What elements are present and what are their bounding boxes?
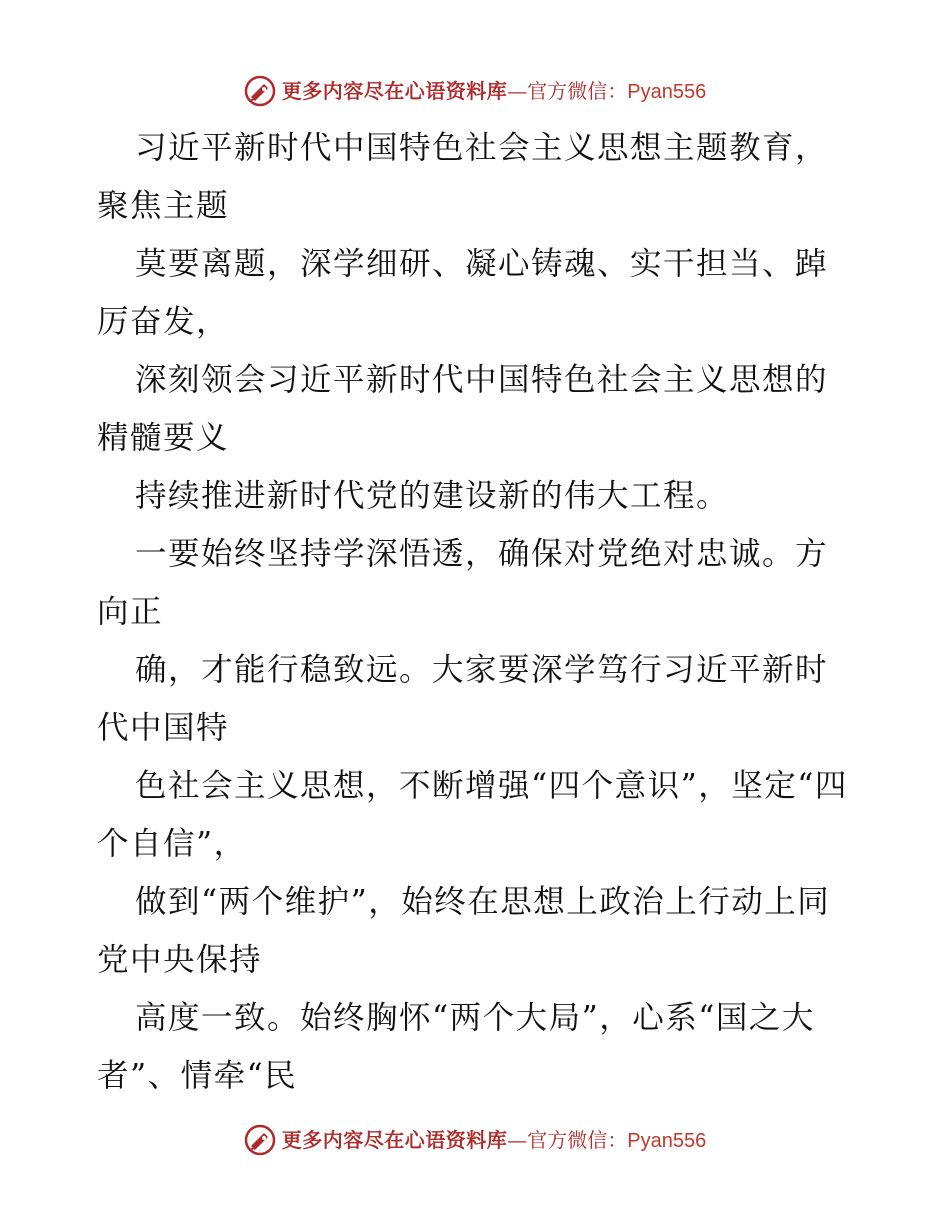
banner-text — [281, 1127, 707, 1152]
banner-main-text: 更多内容尽在心语资料库 — [281, 1127, 508, 1152]
banner-wechat-id: Pyan556 — [627, 1129, 707, 1152]
banner-separator: — — [507, 1127, 528, 1152]
header-banner — [0, 71, 950, 111]
document-body — [97, 119, 857, 1105]
banner-wechat-label: 官方微信： — [527, 78, 628, 103]
paragraph: 习近平新时代中国特色社会主义思想主题教育，聚焦主题 — [97, 130, 829, 224]
paragraph: 高度一致。始终胸怀“两个大局”，心系“国之大者”、情牵“民 — [97, 1000, 815, 1094]
pen-nib-logo-icon — [244, 75, 276, 107]
paragraph: 莫要离题，深学细研、凝心铸魂、实干担当、踔厉奋发， — [97, 246, 829, 340]
pen-nib-logo-icon — [244, 1124, 276, 1156]
paragraph: 深刻领会习近平新时代中国特色社会主义思想的精髓要义 — [97, 362, 829, 456]
paragraph: 确，才能行稳致远。大家要深学笃行习近平新时代中国特 — [97, 652, 829, 746]
banner-separator: — — [507, 78, 528, 103]
paragraph: 一要始终坚持学深悟透，确保对党绝对忠诚。方向正 — [97, 536, 829, 630]
paragraph: 持续推进新时代党的建设新的伟大工程。 — [135, 478, 730, 514]
paragraph: 做到“两个维护”，始终在思想上政治上行动上同党中央保持 — [97, 884, 831, 978]
banner-text — [281, 78, 707, 103]
banner-wechat-label: 官方微信： — [527, 1127, 628, 1152]
banner-main-text: 更多内容尽在心语资料库 — [281, 78, 508, 103]
paragraph: 色社会主义思想，不断增强“四个意识”，坚定“四个自信”， — [97, 768, 848, 862]
footer-banner — [0, 1120, 950, 1160]
banner-wechat-id: Pyan556 — [627, 80, 707, 103]
